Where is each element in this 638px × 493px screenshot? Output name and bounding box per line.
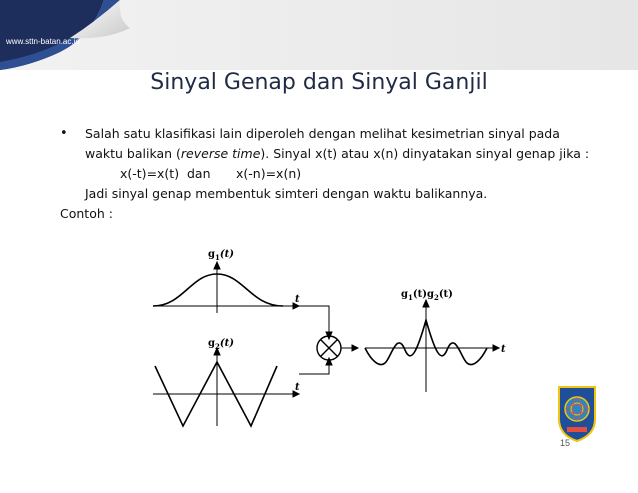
g1-label: $g_1(t)$ (208, 249, 234, 262)
body-line-4: Jadi sinyal genap membentuk simteri dengan waktu balikannya. (85, 186, 488, 201)
body-line-2 (85, 146, 589, 161)
body-line-1: Salah satu klasifikasi lain diperoleh dengan melihat kesimetrian sinyal pada (85, 126, 560, 141)
g1-axis-t-label: t (295, 294, 300, 305)
product-axis-t-label: t (501, 344, 506, 355)
body-line-5: Contoh : (60, 206, 113, 221)
page-number: 15 (560, 438, 571, 448)
university-seal-icon (555, 383, 599, 443)
signal-multiplication-figure (153, 242, 508, 428)
g2-label: $g_2(t)$ (208, 338, 234, 351)
body-line-2-post: ). Sinyal x(t) atau x(n) dinyatakan sinyal genap jika : (260, 146, 590, 161)
formula-even-discrete: x(-n)=x(n) (236, 166, 302, 181)
reverse-time-term: reverse time (180, 146, 261, 161)
site-url[interactable]: www.sttn-batan.ac.id (6, 37, 80, 46)
formula-even-continuous: x(-t)=x(t) (120, 166, 180, 181)
g2-axis-t-label: t (295, 382, 300, 393)
slide-title: Sinyal Genap dan Sinyal Ganjil (150, 70, 488, 95)
formula-separator: dan (187, 166, 211, 181)
body-line-2-pre: waktu balikan ( (85, 146, 181, 161)
product-label: $g_1(t)g_2(t)$ (401, 289, 453, 302)
bullet-marker: • (60, 126, 68, 141)
